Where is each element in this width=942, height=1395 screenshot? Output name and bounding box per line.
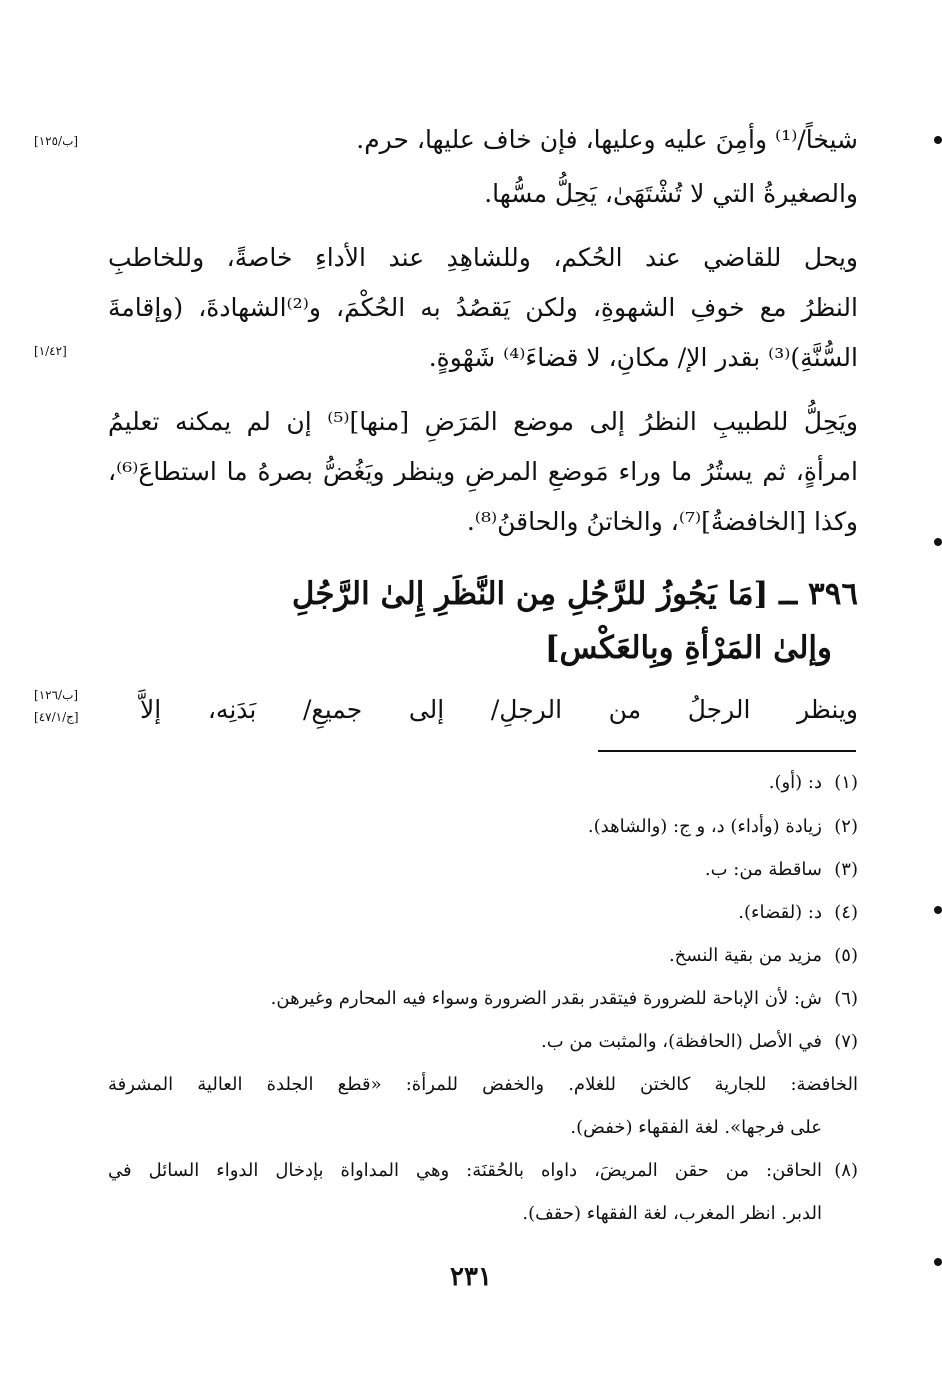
footnote-number: (٣) [834,859,858,880]
footnote-number: (٧) [834,1031,858,1052]
body-line: ويحل للقاضي عند الحُكم، وللشاهِدِ عند الأداءِ خاصةً، وللخاطبِ [108,243,858,272]
footnote [588,812,858,842]
scan-edge-mark [934,538,942,546]
margin-ref: [ج/٤٧/١] [34,710,79,724]
body-line: وينظر الرجلُ من الرجلِ/ إلى جميعِ/ بَدَنِه، إلاَّ [140,695,858,724]
footnote-text: على فرجها». لغة الفقهاء (خفض). [570,1117,822,1138]
footnote [541,1027,858,1057]
footnote-text: د: (أو). [768,772,822,793]
footnote-text: في الأصل (الحافظة)، والمثبت من ب. [541,1031,822,1052]
scan-edge-mark [934,1258,942,1266]
margin-ref: [١/٤٢] [34,344,67,358]
footnote-number: (٦) [834,988,858,1009]
body-line: النظرُ مع خوفِ الشهوةِ، ولكن يَقصُدُ به الحُكْمَ، و⁽²⁾الشهادةَ، (وإقامةَ [108,293,858,322]
scan-edge-mark [934,136,942,144]
footnote-text: الخافضة: للجارية كالختن للغلام. والخفض للمرأة: «قطع الجلدة العالية المشرفة [108,1074,858,1095]
footnote-continuation [108,1070,858,1100]
body-line: والصغيرةُ التي لا تُشْتَهَىٰ، يَحِلُّ مسُّها. [484,179,858,208]
footnote-text: د: (لقضاء). [738,902,822,923]
scan-edge-mark [934,906,942,914]
footnote-number: (١) [834,772,858,793]
footnote-continuation [522,1199,822,1229]
footnote-number: (٥) [834,945,858,966]
footnote [271,984,858,1014]
body-line: امرأةٍ، ثم يستُرُ ما وراء مَوضعِ المرضِ وينظر ويَغُضُّ بصرهُ ما استطاعَ⁽⁶⁾، [108,457,858,486]
section-heading: ٣٩٦ ــ [مَا يَجُوزُ للرَّجُلِ مِن النَّظَرِ إِلىٰ الرَّجُلِ [291,576,858,612]
footnote [738,898,858,928]
footnote-text: الحاقن: من حقن المريضَ، داواه بالحُقنَة: وهي المداواة بإدخال الدواء السائل في [108,1160,822,1181]
body-line: ويَحِلُّ للطبيبِ النظرُ إلى موضع المَرَضِ [منها]⁽⁵⁾ إن لم يمكنه تعليمُ [108,407,858,436]
footnote-text: زيادة (وأداء) د، و ج: (والشاهد). [587,816,822,837]
body-line: شيخاً/⁽¹⁾ وأمِنَ عليه وعليها، فإن خاف عليها، حرم. [356,125,858,154]
footnote-number: (٢) [834,816,858,837]
footnote-text: ش: لأن الإباحة للضرورة فيتقدر بقدر الضرورة وسواء فيه المحارم وغيرهن. [270,988,822,1009]
footnote [769,768,858,798]
page-number: ٢٣١ [450,1262,492,1292]
section-heading: وإلىٰ المَرْأةِ وبِالعَكْس] [544,630,832,666]
footnote-text: ساقطة من: ب. [704,859,822,880]
footnote [669,941,858,971]
margin-ref: [ب/١٢٥] [34,134,79,148]
margin-ref: [ب/١٢٦] [34,688,79,702]
footnote-separator [598,750,856,752]
footnote-text: مزيد من بقية النسخ. [668,945,822,966]
footnote [108,1156,858,1186]
body-line: السُّنَّةِ)⁽³⁾ بقدر الإ/ مكانِ، لا قضاءَ⁽⁴⁾ شَهْوةٍ. [428,343,858,372]
footnote-continuation [570,1113,822,1143]
footnote-number: (٤) [834,902,858,923]
footnote [705,855,858,885]
footnote-text: الدبر. انظر المغرب، لغة الفقهاء (حقف). [522,1203,822,1224]
body-line: وكذا [الخافضةُ]⁽⁷⁾، والخاتنُ والحاقنُ⁽⁸⁾. [466,507,858,536]
footnote-number: (٨) [834,1160,858,1181]
